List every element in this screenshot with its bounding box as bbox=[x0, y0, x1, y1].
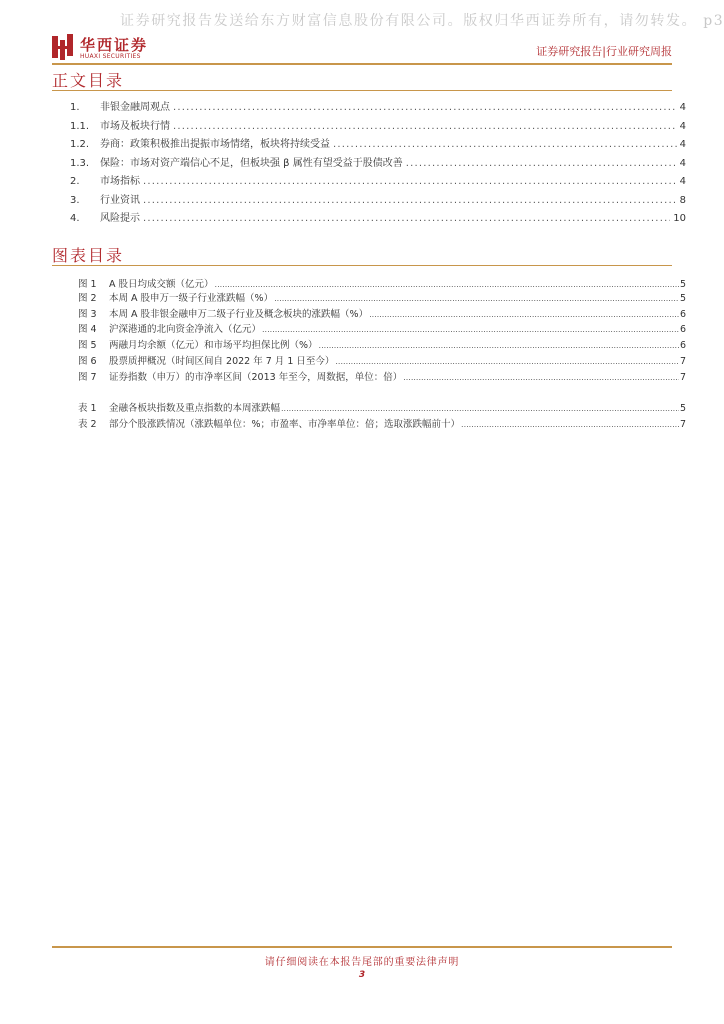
entry-page-number: 4 bbox=[679, 158, 686, 169]
entry-title: 金融各板块指数及重点指数的本周涨跌幅 bbox=[109, 403, 281, 414]
figure-entry[interactable] bbox=[78, 337, 686, 351]
entry-title: A 股日均成交额（亿元） bbox=[109, 279, 214, 290]
figures-title-rule bbox=[52, 265, 672, 266]
entry-number: 1.3. bbox=[70, 158, 90, 169]
entry-page-number: 7 bbox=[679, 419, 686, 430]
entry-number: 2. bbox=[70, 176, 80, 187]
dot-leader bbox=[173, 102, 677, 113]
entry-title: 两融月均余额（亿元）和市场平均担保比例（%） bbox=[109, 340, 318, 351]
entry-title: 股票质押概况（时间区间自 2022 年 7 月 1 日至今） bbox=[109, 356, 335, 367]
entry-number: 表 1 bbox=[78, 403, 97, 414]
dot-leader bbox=[406, 158, 677, 169]
entry-title: 本周 A 股非银金融申万二级子行业及概念板块的涨跌幅（%） bbox=[109, 309, 369, 320]
entry-number: 图 5 bbox=[78, 340, 97, 351]
entry-page-number: 5 bbox=[679, 293, 686, 304]
brand-logo bbox=[52, 34, 182, 64]
toc-entry[interactable] bbox=[70, 209, 686, 224]
entry-number: 图 2 bbox=[78, 293, 97, 304]
entry-title: 证券指数（申万）的市净率区间（2013 年至今，周数据，单位：倍） bbox=[109, 372, 403, 383]
legal-disclaimer: 请仔细阅读在本报告尾部的重要法律声明 bbox=[264, 957, 460, 968]
dot-leader bbox=[333, 139, 677, 150]
entry-title: 市场指标 bbox=[100, 176, 140, 187]
figure-entry[interactable] bbox=[78, 321, 686, 335]
dot-leader bbox=[143, 195, 677, 206]
entry-number: 3. bbox=[70, 195, 80, 206]
page-number: 3 bbox=[358, 970, 366, 980]
toc-entry[interactable] bbox=[70, 172, 686, 187]
entry-title: 行业资讯 bbox=[100, 195, 140, 206]
dot-leader bbox=[274, 294, 679, 303]
entry-page-number: 4 bbox=[679, 102, 686, 113]
entry-page-number: 6 bbox=[679, 309, 686, 320]
entry-number: 图 6 bbox=[78, 356, 97, 367]
entry-page-number: 4 bbox=[679, 139, 686, 150]
dot-leader bbox=[319, 341, 679, 350]
toc-entry[interactable] bbox=[70, 191, 686, 206]
figure-entry[interactable] bbox=[78, 290, 686, 304]
entry-page-number: 4 bbox=[679, 121, 686, 132]
figure-entry[interactable] bbox=[78, 353, 686, 367]
dot-leader bbox=[461, 420, 679, 429]
entry-page-number: 4 bbox=[679, 176, 686, 187]
entry-title: 券商：政策积极推出提振市场情绪，板块将持续受益 bbox=[100, 139, 330, 150]
dot-leader bbox=[281, 404, 679, 413]
dot-leader bbox=[143, 176, 677, 187]
entry-title: 非银金融周观点 bbox=[100, 102, 170, 113]
brand-name-cn: 华西证券 bbox=[80, 36, 149, 54]
entry-title: 本周 A 股申万一级子行业涨跌幅（%） bbox=[109, 293, 274, 304]
entry-number: 1. bbox=[70, 102, 80, 113]
dot-leader bbox=[143, 213, 670, 224]
entry-number: 4. bbox=[70, 213, 80, 224]
dot-leader bbox=[369, 310, 679, 319]
toc-entry[interactable] bbox=[70, 117, 686, 132]
entry-number: 图 1 bbox=[78, 279, 97, 290]
entry-page-number: 10 bbox=[673, 213, 686, 224]
toc-title-rule bbox=[52, 90, 672, 91]
entry-number: 表 2 bbox=[78, 419, 97, 430]
dot-leader bbox=[403, 373, 679, 382]
toc-entry[interactable] bbox=[70, 98, 686, 113]
figure-entry[interactable] bbox=[78, 400, 686, 414]
entry-title: 市场及板块行情 bbox=[100, 121, 170, 132]
figure-entry[interactable] bbox=[78, 416, 686, 430]
entry-number: 1.2. bbox=[70, 139, 90, 150]
entry-page-number: 5 bbox=[679, 279, 686, 290]
toc-title: 正文目录 bbox=[52, 71, 125, 90]
toc-entry[interactable] bbox=[70, 135, 686, 150]
entry-number: 图 3 bbox=[78, 309, 97, 320]
toc-entry[interactable] bbox=[70, 154, 686, 169]
brand-name-en: HUAXI SECURITIES bbox=[80, 53, 141, 60]
entry-number: 图 7 bbox=[78, 372, 97, 383]
header-divider bbox=[52, 63, 672, 65]
entry-title: 保险：市场对资产端信心不足，但板块强 β 属性有望受益于股债改善 bbox=[100, 158, 403, 169]
entry-title: 风险提示 bbox=[100, 213, 140, 224]
entry-page-number: 7 bbox=[679, 372, 686, 383]
entry-page-number: 7 bbox=[679, 356, 686, 367]
figure-entry[interactable] bbox=[78, 306, 686, 320]
figure-entry[interactable] bbox=[78, 369, 686, 383]
entry-title: 沪深港通的北向资金净流入（亿元） bbox=[109, 324, 262, 335]
entry-page-number: 8 bbox=[679, 195, 686, 206]
figure-entry[interactable] bbox=[78, 276, 686, 290]
entry-page-number: 5 bbox=[679, 403, 686, 414]
dot-leader bbox=[173, 121, 677, 132]
entry-title: 部分个股涨跌情况（涨跌幅单位：%；市盈率、市净率单位：倍；选取涨跌幅前十） bbox=[109, 419, 461, 430]
dot-leader bbox=[215, 280, 679, 289]
report-type-label: 证券研究报告|行业研究周报 bbox=[536, 45, 672, 58]
entry-page-number: 6 bbox=[679, 340, 686, 351]
entry-number: 1.1. bbox=[70, 121, 90, 132]
dot-leader bbox=[335, 357, 679, 366]
entry-number: 图 4 bbox=[78, 324, 97, 335]
footer-divider bbox=[52, 946, 672, 948]
huaxi-logo-icon bbox=[52, 34, 74, 60]
watermark: 证券研究报告发送给东方财富信息股份有限公司。版权归华西证券所有，请勿转发。 p3 bbox=[120, 13, 724, 29]
dot-leader bbox=[262, 325, 679, 334]
figures-title: 图表目录 bbox=[52, 246, 125, 265]
entry-page-number: 6 bbox=[679, 324, 686, 335]
